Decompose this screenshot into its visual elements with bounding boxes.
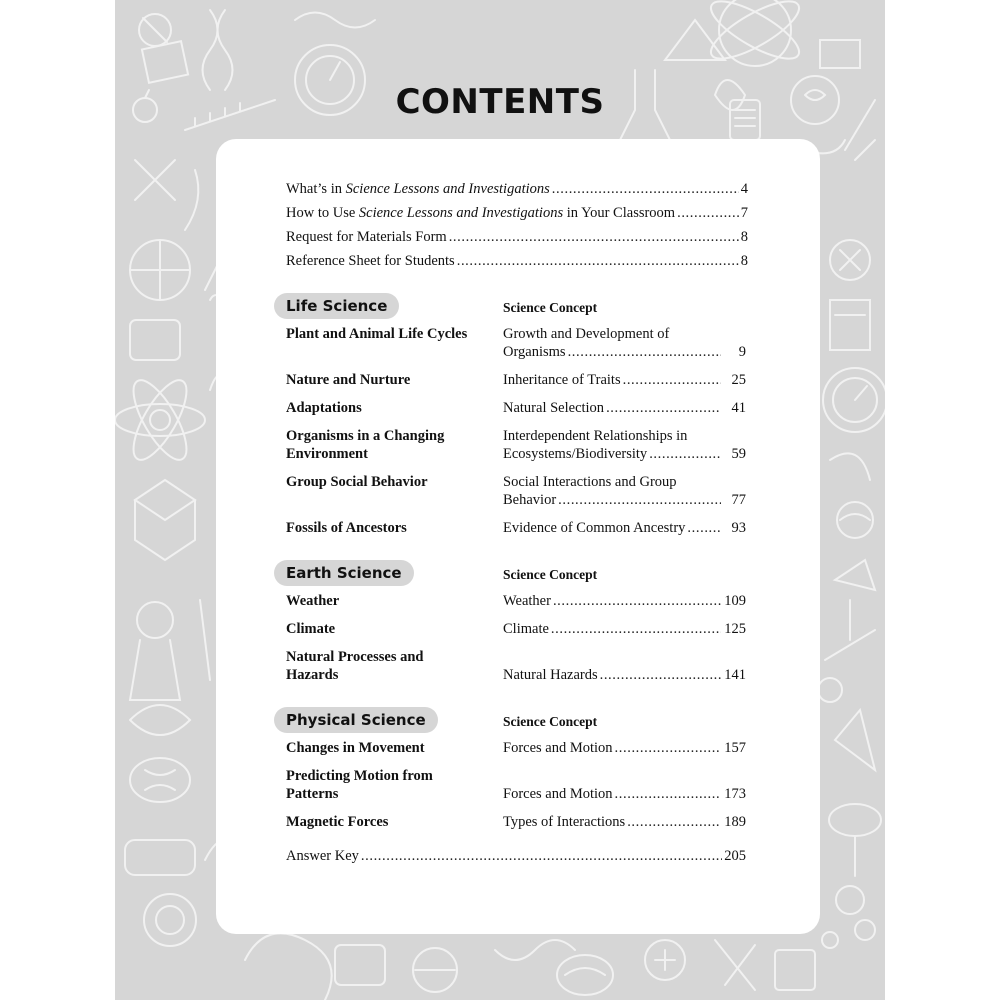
dot-leader bbox=[600, 666, 721, 684]
section-pill-earth-science: Earth Science bbox=[274, 560, 414, 586]
section-pill-physical-science: Physical Science bbox=[274, 707, 438, 733]
toc-entry-how-to-use[interactable] bbox=[286, 204, 748, 222]
concept-header: Science Concept bbox=[503, 714, 598, 729]
concept-entry bbox=[503, 519, 723, 537]
dot-leader bbox=[552, 180, 739, 198]
page-number: 109 bbox=[724, 593, 746, 609]
dot-leader bbox=[558, 491, 721, 509]
concept-line: Natural Hazards bbox=[503, 667, 598, 683]
lesson-title[interactable]: Natural Processes and Hazards bbox=[286, 649, 424, 683]
page-number: 25 bbox=[731, 372, 746, 388]
entry-italic-text: Science Lessons and Investigations bbox=[358, 205, 564, 221]
toc-entry-request-form[interactable] bbox=[286, 228, 748, 246]
concept-entry bbox=[503, 399, 723, 417]
concept-line: Social Interactions and Group bbox=[503, 474, 677, 490]
concept-line: Forces and Motion bbox=[503, 740, 613, 756]
concept-line: Ecosystems/Biodiversity bbox=[503, 446, 648, 462]
page-number: 77 bbox=[731, 492, 746, 508]
entry-text-suffix: in Your Classroom bbox=[563, 205, 676, 221]
entry-italic-text: Science Lessons and Investigations bbox=[345, 181, 550, 197]
dot-leader bbox=[627, 813, 721, 831]
dot-leader bbox=[361, 847, 722, 865]
concept-line: Forces and Motion bbox=[503, 786, 613, 802]
concept-entry bbox=[503, 473, 723, 509]
concept-line: Interdependent Relationships in bbox=[503, 428, 688, 444]
page-number: 141 bbox=[724, 667, 746, 683]
page-number: 205 bbox=[724, 848, 746, 864]
concept-line: Weather bbox=[503, 593, 551, 609]
concept-line: Behavior bbox=[503, 492, 557, 508]
dot-leader bbox=[553, 592, 721, 610]
dot-leader bbox=[568, 343, 721, 361]
lesson-title[interactable]: Predicting Motion from Patterns bbox=[286, 768, 433, 802]
page-number: 8 bbox=[740, 229, 748, 245]
dot-leader bbox=[677, 204, 739, 222]
entry-text: What’s in bbox=[286, 181, 346, 197]
concept-line: Growth and Development of bbox=[503, 326, 670, 342]
page-number: 93 bbox=[731, 520, 746, 536]
concept-entry bbox=[503, 427, 723, 463]
dot-leader bbox=[615, 785, 721, 803]
concept-entry bbox=[503, 371, 723, 389]
dot-leader bbox=[687, 519, 721, 537]
concept-line: Organisms bbox=[503, 344, 566, 360]
entry-text: Reference Sheet for Students bbox=[286, 253, 455, 269]
toc-entry-whats-in[interactable] bbox=[286, 180, 748, 198]
concept-entry bbox=[503, 785, 723, 803]
page-number: 7 bbox=[740, 205, 748, 221]
concept-line: Types of Interactions bbox=[503, 814, 626, 830]
concept-line: Evidence of Common Ancestry bbox=[503, 520, 686, 536]
page-number: 41 bbox=[731, 400, 746, 416]
dot-leader bbox=[623, 371, 721, 389]
page-title: CONTENTS bbox=[395, 82, 605, 122]
dot-leader bbox=[551, 620, 721, 638]
concept-entry bbox=[503, 325, 723, 361]
page-number: 173 bbox=[724, 786, 746, 802]
toc-entry-answer-key[interactable] bbox=[286, 847, 746, 865]
lesson-title[interactable]: Magnetic Forces bbox=[286, 814, 389, 830]
page-number: 4 bbox=[740, 181, 748, 197]
lesson-title[interactable]: Weather bbox=[286, 593, 340, 609]
lesson-title[interactable]: Changes in Movement bbox=[286, 740, 425, 756]
contents-card bbox=[216, 139, 820, 934]
dot-leader bbox=[649, 445, 721, 463]
page-number: 189 bbox=[724, 814, 746, 830]
concept-line: Climate bbox=[503, 621, 549, 637]
concept-header: Science Concept bbox=[503, 300, 598, 315]
lesson-title[interactable]: Nature and Nurture bbox=[286, 372, 411, 388]
dot-leader bbox=[606, 399, 721, 417]
book-page bbox=[115, 0, 885, 1000]
entry-text: Answer Key bbox=[286, 848, 359, 864]
dot-leader bbox=[457, 252, 739, 270]
dot-leader bbox=[449, 228, 739, 246]
concept-entry bbox=[503, 813, 723, 831]
dot-leader bbox=[615, 739, 721, 757]
lesson-title[interactable]: Climate bbox=[286, 621, 336, 637]
lesson-title[interactable]: Adaptations bbox=[286, 400, 362, 416]
entry-text: Request for Materials Form bbox=[286, 229, 447, 245]
entry-text: How to Use bbox=[286, 205, 359, 221]
concept-entry bbox=[503, 666, 723, 684]
concept-header: Science Concept bbox=[503, 567, 598, 582]
page-number: 59 bbox=[731, 446, 746, 462]
lesson-title[interactable]: Plant and Animal Life Cycles bbox=[286, 326, 468, 342]
concept-entry bbox=[503, 739, 723, 757]
lesson-title[interactable]: Fossils of Ancestors bbox=[286, 520, 407, 536]
section-pill-life-science: Life Science bbox=[274, 293, 399, 319]
lesson-title[interactable]: Group Social Behavior bbox=[286, 474, 428, 490]
page-number: 9 bbox=[738, 344, 746, 360]
concept-entry bbox=[503, 620, 723, 638]
lesson-title[interactable]: Organisms in a Changing Environment bbox=[286, 428, 445, 462]
concept-entry bbox=[503, 592, 723, 610]
concept-line: Natural Selection bbox=[503, 400, 605, 416]
page-number: 157 bbox=[724, 740, 746, 756]
concept-line: Inheritance of Traits bbox=[503, 372, 621, 388]
toc-entry-reference-sheet[interactable] bbox=[286, 252, 748, 270]
page-number: 8 bbox=[740, 253, 748, 269]
page-number: 125 bbox=[724, 621, 746, 637]
